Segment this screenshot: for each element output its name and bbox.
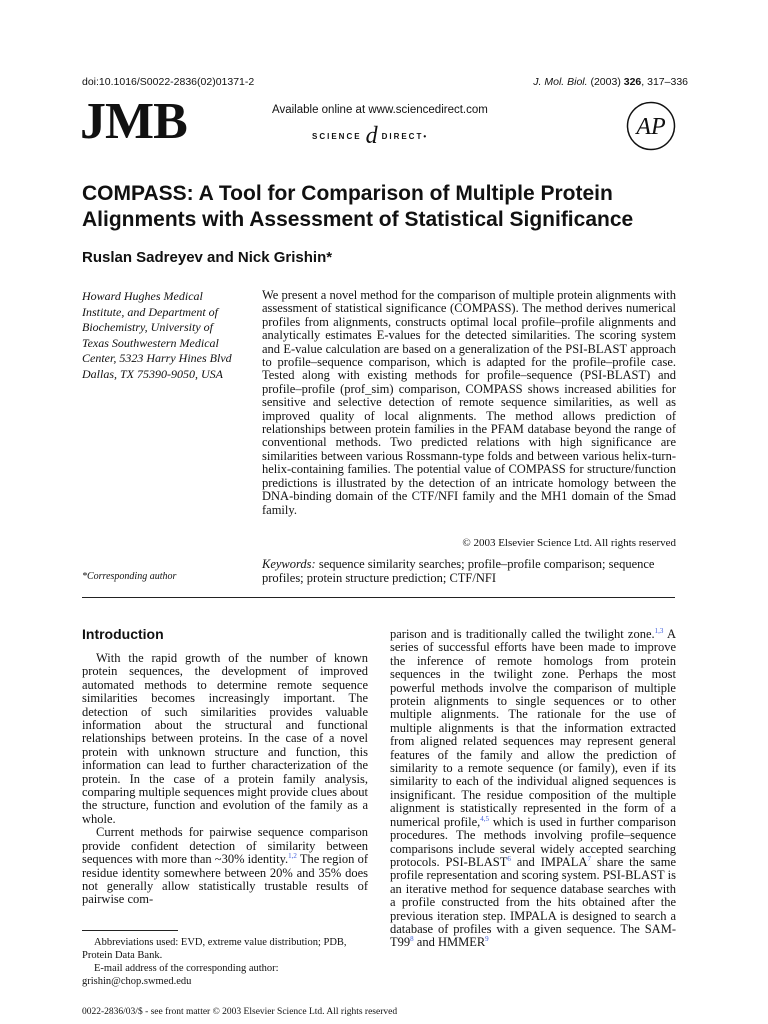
column-left <box>82 652 368 907</box>
citation <box>533 76 688 88</box>
footnotes <box>82 936 368 988</box>
sd-left: SCIENCE <box>312 131 362 141</box>
citation-link[interactable]: 1,2 <box>288 851 297 860</box>
keywords-label: Keywords: <box>262 557 316 571</box>
paragraph <box>390 628 676 950</box>
citation-link[interactable]: 7 <box>587 854 591 863</box>
affiliation-line: Center, 5323 Harry Hines Blvd <box>82 351 232 365</box>
column-right <box>390 628 676 950</box>
article-title <box>82 181 702 233</box>
publisher-logo-text: AP <box>636 114 666 140</box>
publisher-logo-icon <box>626 101 676 151</box>
abstract-text: We present a novel method for the comparison of multiple protein alignments with assessment of statistical significance (COMPASS). The method derives numerical profiles from alignments, constructs optimal local profile–profile alignments and analytically estimates E-values for the detected similarities. The scoring system and E-value calculation are based on a generalization of the PSI-BLAST approach to profile–sequence comparison, which is adapted for the profile–profile case. Tested along with existing methods for profile–sequence (PSI-BLAST) and profile–profile (prof_sim) comparison, COMPASS shows increased abilities for sensitive and selective detection of remote sequence similarities, as well as improved quality of local alignments. The method allows prediction of relationships between protein families in the PFAM database beyond the range of conventional methods. Two predicted relations with high significance are similarities between various Rossmann-type folds and between various helix-turn-helix-containing families. The potential value of COMPASS for structure/function predictions is illustrated by the detection of an intricate homology between the DNA-binding domain of the CTF/NFI family and the MH1 domain of the Smad family. <box>262 288 676 517</box>
available-online-text: Available online at www.sciencedirect.com <box>272 104 488 116</box>
affiliation <box>82 289 257 382</box>
keywords <box>262 557 676 585</box>
journal-abbrev: J. Mol. Biol. <box>533 76 588 88</box>
paragraph: With the rapid growth of the number of known protein sequences, the development of improved automated methods to determine remote sequence similarities becomes increasingly important. The detection of such similarities provides valuable information about the structural and functional relationships between proteins. In the case of a novel protein with unknown structure and function, this information can lead to further characterization of the protein. In the case of a protein family analysis, comparing multiple sequences might provide clues about the structure, function and evolution of the family as a whole. <box>82 651 368 826</box>
affiliation-line: Institute, and Department of <box>82 304 218 319</box>
affiliation-line: Texas Southwestern Medical <box>82 335 219 350</box>
section-divider <box>82 597 675 598</box>
keywords-text: sequence similarity searches; profile–profile comparison; sequence profiles; protein structure prediction; CTF/NFI <box>262 557 655 585</box>
footnote-divider <box>82 930 178 931</box>
footnote-email-label: E-mail address of the corresponding author: <box>94 963 279 974</box>
journal-logo: JMB <box>80 93 187 150</box>
author-names: Ruslan Sadreyev and Nick Grishin <box>82 249 327 266</box>
sciencedirect-logo <box>312 124 428 148</box>
footnote-abbreviations: Abbreviations used: EVD, extreme value distribution; PDB, Protein Data Bank. <box>82 937 347 961</box>
title-line-1: COMPASS: A Tool for Comparison of Multiple Protein <box>82 182 613 205</box>
journal-volume: 326 <box>623 76 642 88</box>
citation-link[interactable]: 4,5 <box>480 814 490 823</box>
citation-link[interactable]: 6 <box>507 854 511 863</box>
text-run: and HMMER <box>413 935 486 950</box>
section-heading: Introduction <box>82 626 164 642</box>
text-run: Current methods for pairwise sequence comparison provide confident detection of similarity between sequences with more than ~30% identity. <box>82 825 368 867</box>
footnote-email-link[interactable]: grishin@chop.swmed.edu <box>82 976 192 987</box>
doi: doi:10.1016/S0022-2836(02)01371-2 <box>82 76 255 88</box>
text-run: The region of residue identity somewhere between 20% and 35% does not generally allow statistically trustable results of pairwise com- <box>82 852 368 907</box>
affiliation-line: Biochemistry, University of <box>82 320 213 334</box>
abstract <box>262 289 676 517</box>
affiliation-line: Howard Hughes Medical <box>82 289 203 303</box>
citation-link[interactable]: 9 <box>485 935 489 944</box>
affiliation-line: Dallas, TX 75390-9050, USA <box>82 366 223 381</box>
page-footer: 0022-2836/03/$ - see front matter © 2003 Elsevier Science Ltd. All rights reserved <box>82 1007 398 1017</box>
citation-link[interactable]: 1,3 <box>654 626 664 635</box>
corresponding-author-note: *Corresponding author <box>82 571 177 582</box>
text-run: and IMPALA <box>510 854 588 869</box>
author-mark: * <box>326 249 333 266</box>
sd-at-icon: d <box>365 123 378 149</box>
authors <box>82 249 332 266</box>
text-run: which is used in further comparison procedures. The methods involving profile–sequence comparisons include several widely accepted searching protocols. PSI-BLAST <box>390 814 676 869</box>
text-run: share the same profile representation and scoring system. PSI-BLAST is an iterative method for sequence database searches with a profile constructed from the hits obtained after the previous iteration step. IMPALA is designed to search a database of profiles with a given sequence. The SAM-T99 <box>390 854 676 950</box>
copyright: © 2003 Elsevier Science Ltd. All rights reserved <box>462 537 676 549</box>
text-run: A series of successful efforts have been made to improve the inference of remote homologs from protein sequences in the twilight zone. Perhaps the most powerful methods involve the comparison of multiple protein alignments to single sequences or to other multiple alignments. The rationale for the use of multiple alignments is that the information extracted from aligned related sequences may represent general features of the family and allow the prediction of similarity to a remote sequence (or family), even if its similarity to each of the individual aligned sequences is insignificant. The residue composition of the multiple alignment is statistically represented in the form of a numerical profile, <box>390 627 676 829</box>
sd-right: DIRECT• <box>381 131 429 141</box>
paragraph <box>82 826 368 906</box>
title-line-2: Alignments with Assessment of Statistical Significance <box>82 208 634 231</box>
citation-link[interactable]: 8 <box>410 935 414 944</box>
text-run: parison and is traditionally called the twilight zone. <box>390 627 655 641</box>
journal-pages: , 317–336 <box>641 76 688 88</box>
journal-year: (2003) <box>590 76 621 88</box>
